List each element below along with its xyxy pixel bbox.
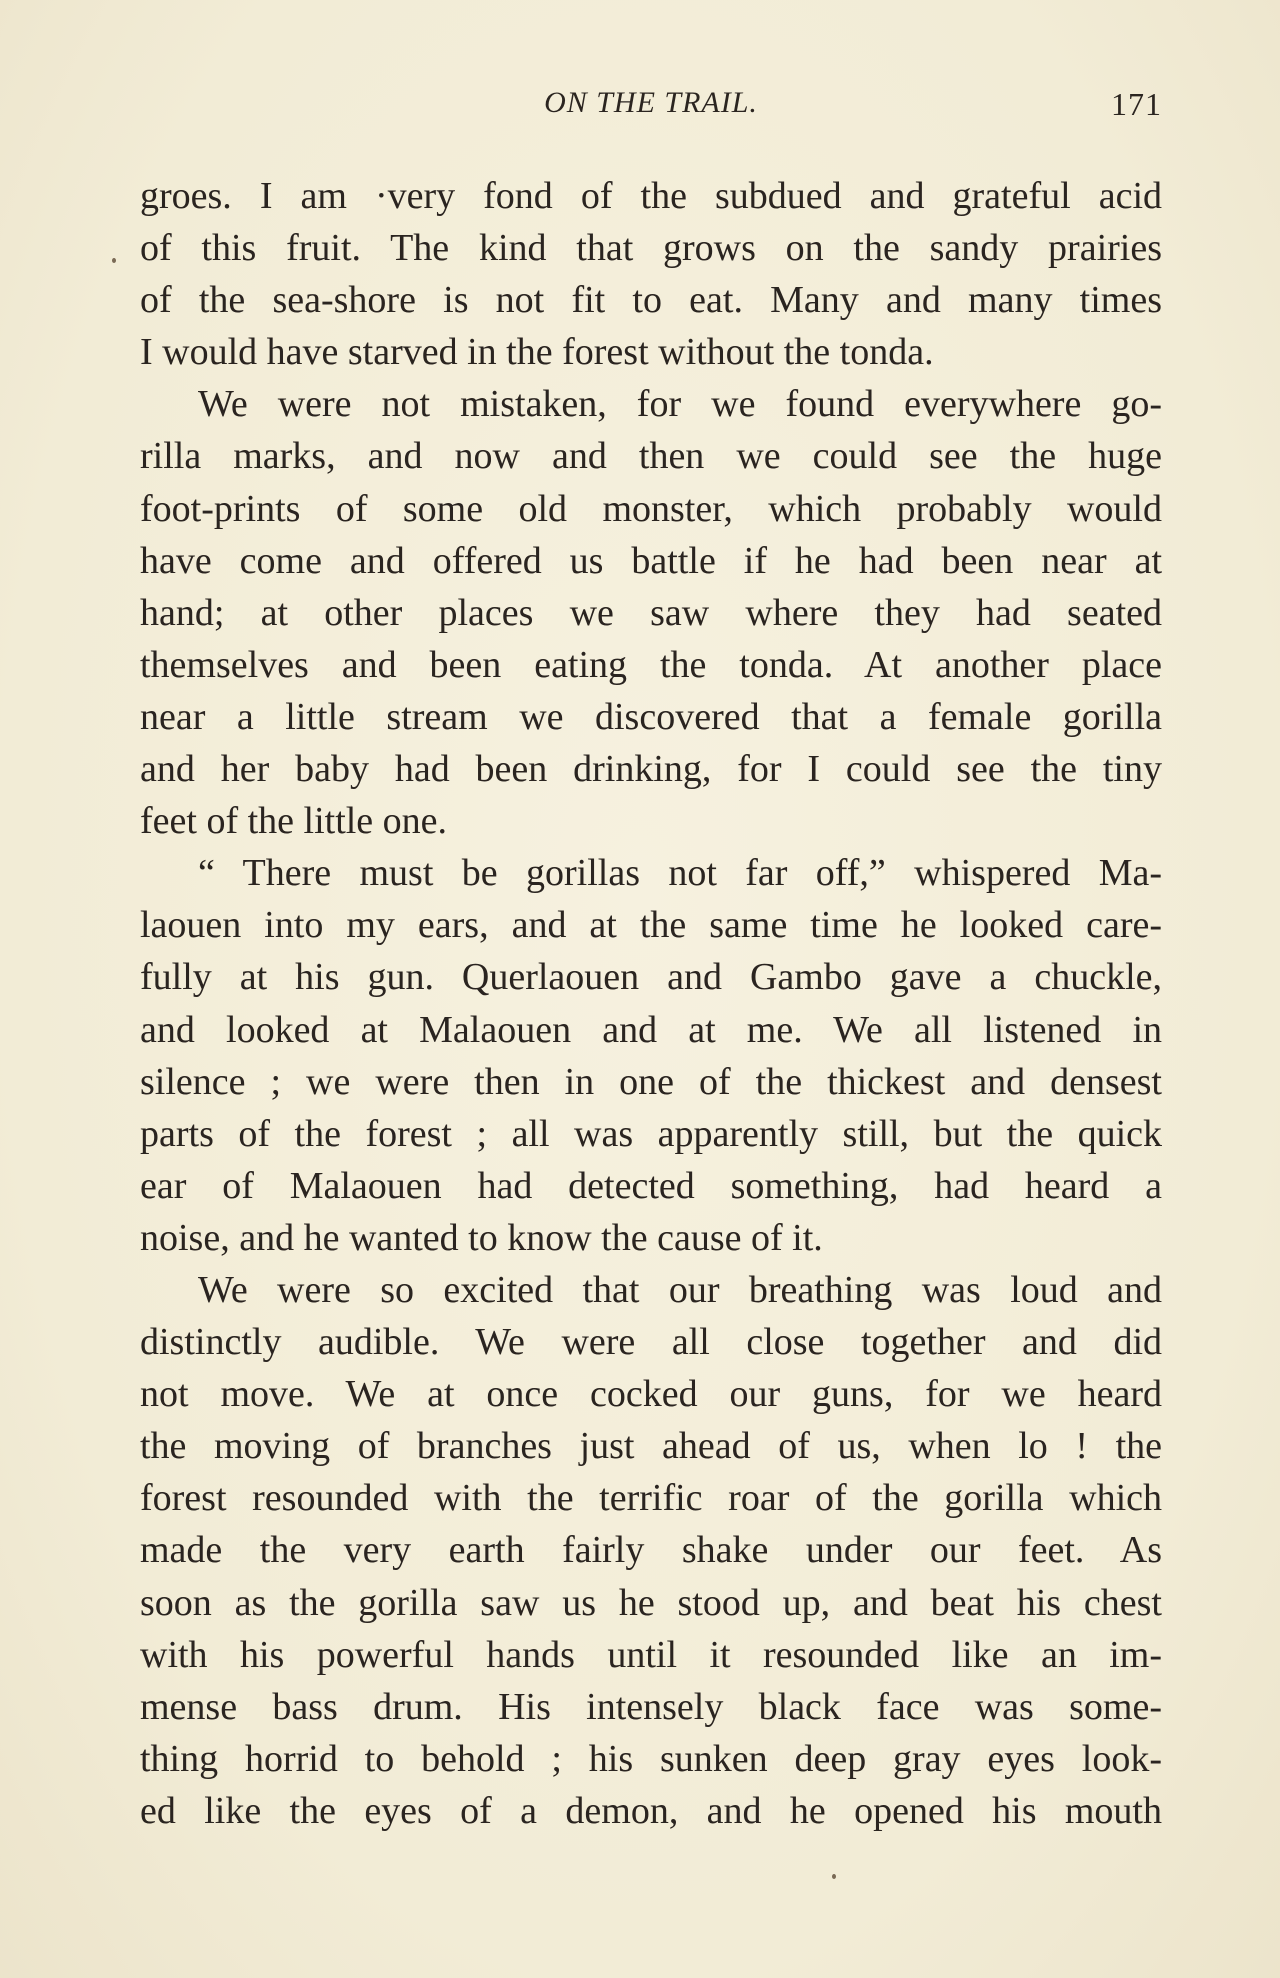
text-line: I would have starved in the forest without the tonda. — [140, 331, 934, 374]
text-line: rilla marks, and now and then we could see the huge — [140, 435, 1162, 478]
ink-speck — [832, 1874, 836, 1879]
text-line: soon as the gorilla saw us he stood up, and beat his chest — [140, 1581, 1162, 1624]
running-title: ON THE TRAIL. — [544, 86, 758, 119]
text-line: distinctly audible. We were all close together and did — [140, 1321, 1162, 1364]
text-line: themselves and been eating the tonda. At another place — [140, 643, 1162, 686]
text-line: We were not mistaken, for we found everywhere go- — [198, 383, 1162, 426]
text-line: and her baby had been drinking, for I could see the tiny — [140, 748, 1162, 791]
text-line: with his powerful hands until it resounded like an im- — [140, 1633, 1162, 1676]
text-line: ed like the eyes of a demon, and he opened his mouth — [140, 1789, 1162, 1832]
text-line: noise, and he wanted to know the cause of it. — [140, 1216, 823, 1259]
text-line: We were so excited that our breathing was loud and — [198, 1268, 1162, 1311]
text-line: laouen into my ears, and at the same time he looked care- — [140, 904, 1162, 947]
text-line: made the very earth fairly shake under our feet. As — [140, 1529, 1162, 1572]
text-line: feet of the little one. — [140, 800, 448, 843]
text-line: have come and offered us battle if he had been near at — [140, 539, 1162, 582]
text-line: mense bass drum. His intensely black face was some- — [140, 1685, 1162, 1728]
text-line: parts of the forest ; all was apparently still, but the quick — [140, 1112, 1162, 1155]
text-line: near a little stream we discovered that a female gorilla — [140, 695, 1162, 738]
text-line: of the sea-shore is not fit to eat. Many and many times — [140, 279, 1162, 322]
text-line: of this fruit. The kind that grows on the sandy prairies — [140, 227, 1162, 270]
text-line: the moving of branches just ahead of us, when lo ! the — [140, 1425, 1162, 1468]
text-line: “ There must be gorillas not far off,” whispered Ma- — [198, 852, 1162, 895]
text-line: and looked at Malaouen and at me. We all listened in — [140, 1008, 1162, 1051]
text-line: groes. I am ·very fond of the subdued and grateful acid — [140, 175, 1162, 217]
text-line: thing horrid to behold ; his sunken deep gray eyes look- — [140, 1737, 1162, 1780]
text-line: not move. We at once cocked our guns, for we heard — [140, 1373, 1162, 1416]
running-head — [140, 86, 1162, 136]
text-line: silence ; we were then in one of the thickest and densest — [140, 1060, 1162, 1103]
text-line: fully at his gun. Querlaouen and Gambo gave a chuckle, — [140, 956, 1162, 999]
text-line: hand; at other places we saw where they had seated — [140, 591, 1162, 634]
body-text — [140, 170, 1162, 1837]
text-line: ear of Malaouen had detected something, had heard a — [140, 1164, 1162, 1207]
page-number: 171 — [1111, 86, 1162, 122]
text-line: forest resounded with the terrific roar of the gorilla which — [140, 1477, 1162, 1520]
ink-speck — [112, 258, 116, 263]
text-line: foot-prints of some old monster, which probably would — [140, 487, 1162, 530]
